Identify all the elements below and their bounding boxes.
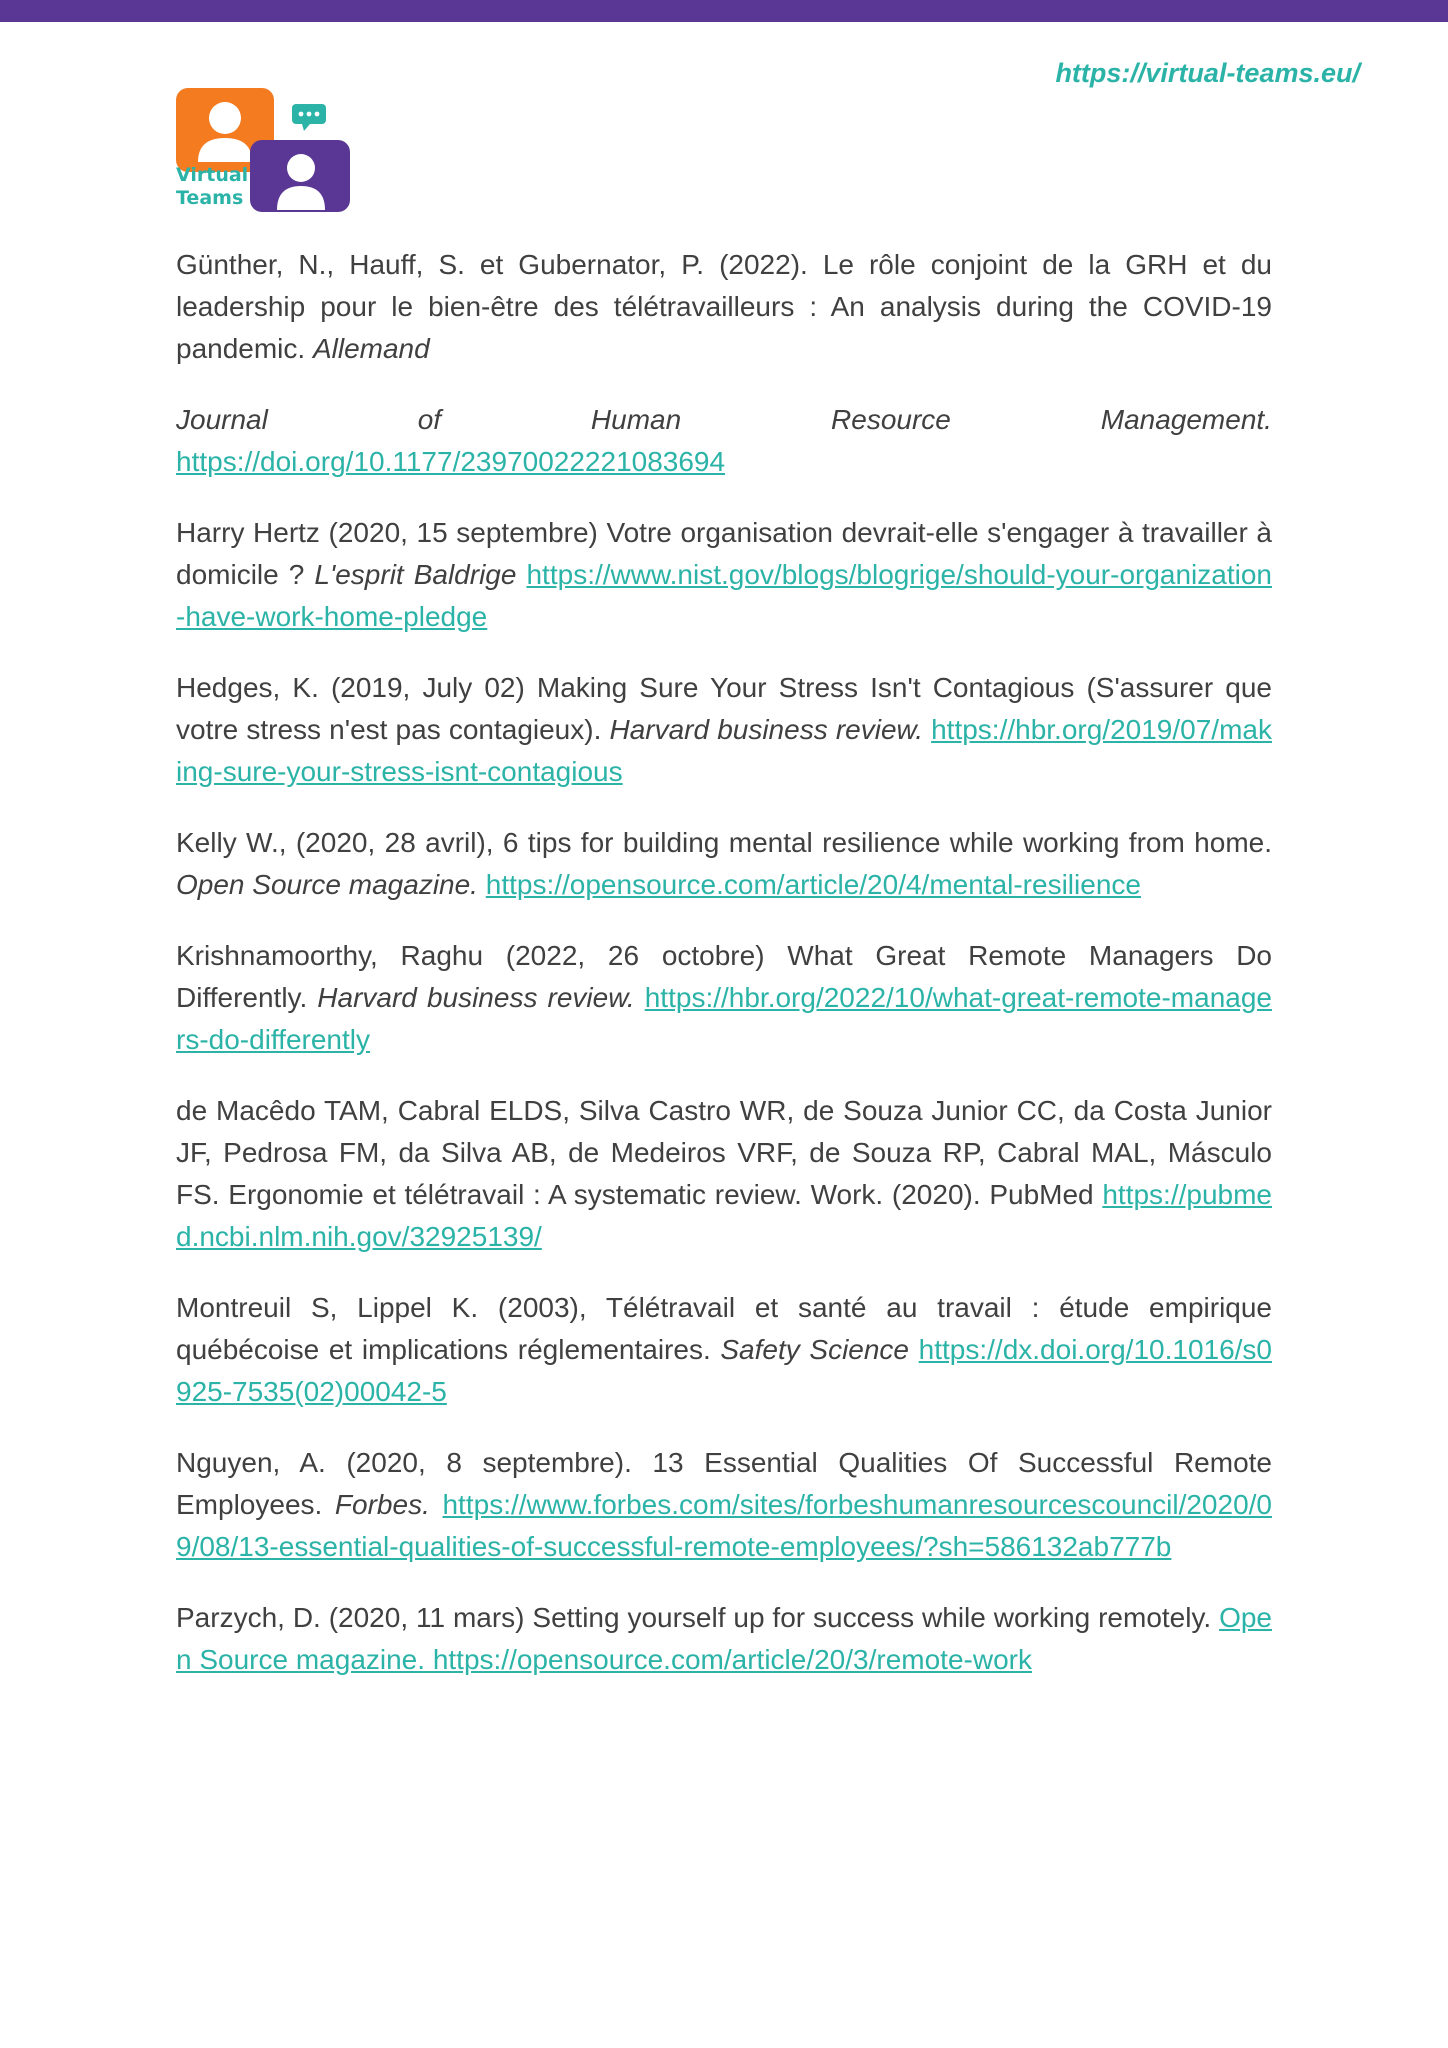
- reference-item: Kelly W., (2020, 28 avril), 6 tips for building mental resilience while working from home. Open Source magazine. https://opensource.com/article/20/4/mental-resilience: [176, 827, 1272, 900]
- reference-item: Hedges, K. (2019, July 02) Making Sure Your Stress Isn't Contagious (S'assurer que votre stress n'est pas contagieux). Harvard business review. https://hbr.org/2019/07/making-sure-your-stress-isnt-contagious: [176, 672, 1272, 787]
- reference-item: de Macêdo TAM, Cabral ELDS, Silva Castro WR, de Souza Junior CC, da Costa Junior JF, Pedrosa FM, da Silva AB, de Medeiros VRF, de Souza RP, Cabral MAL, Másculo FS. Ergonomie et télétravail : A systematic review. Work. (2020). PubMed https://pubmed.ncbi.nlm.nih.gov/32925139/: [176, 1095, 1272, 1252]
- svg-text:Teams: Teams: [176, 187, 244, 209]
- reference-link[interactable]: https://dx.doi.org/10.1016/s0925-7535(02)00042-5: [176, 1334, 1273, 1407]
- reference-link[interactable]: https://pubmed.ncbi.nlm.nih.gov/32925139/: [176, 1179, 1272, 1252]
- reference-item: Montreuil S, Lippel K. (2003), Télétravail et santé au travail : étude empirique québécoise et implications réglementaires. Safety Science https://dx.doi.org/10.1016/s0925-7535(02)00042-5: [176, 1292, 1273, 1407]
- reference-item: Harry Hertz (2020, 15 septembre) Votre organisation devrait-elle s'engager à travailler à domicile ? L'esprit Baldrige https://www.nist.gov/blogs/blogrige/should-your-organization-have-work-home-pledge: [176, 517, 1272, 632]
- reference-link[interactable]: https://www.forbes.com/sites/forbeshumanresourcescouncil/2020/09/08/13-essential-qualities-of-successful-remote-employees/?sh=586132ab777b: [176, 1489, 1272, 1562]
- reference-link[interactable]: https://hbr.org/2019/07/making-sure-your-stress-isnt-contagious: [176, 714, 1272, 787]
- reference-link[interactable]: https://doi.org/10.1177/23970022221083694: [176, 446, 726, 477]
- logo-graphic-icon: [176, 88, 352, 214]
- journal-title-line: Journal of Human Resource Management.: [176, 404, 1272, 435]
- site-url-link[interactable]: https://virtual-teams.eu/: [1055, 58, 1360, 88]
- reference-item: Nguyen, A. (2020, 8 septembre). 13 Essential Qualities Of Successful Remote Employees. Forbes. https://www.forbes.com/sites/forbeshumanresourcescouncil/2020/09/08/13-essential-qualities-of-successful-remote-employees/?sh=586132ab777b: [176, 1447, 1272, 1562]
- reference-item: Krishnamoorthy, Raghu (2022, 26 octobre) What Great Remote Managers Do Differently. Harvard business review. https://hbr.org/2022/10/what-great-remote-managers-do-differently: [176, 940, 1272, 1055]
- reference-link[interactable]: https://www.nist.gov/blogs/blogrige/should-your-organization-have-work-home-pledge: [176, 559, 1272, 632]
- reference-list: [176, 244, 1272, 1710]
- reference-item: [176, 399, 1272, 483]
- reference-item: Parzych, D. (2020, 11 mars) Setting yourself up for success while working remotely. Open Source magazine. https://opensource.com/article/20/3/remote-work: [176, 1602, 1272, 1675]
- reference-item: Günther, N., Hauff, S. et Gubernator, P. (2022). Le rôle conjoint de la GRH et du leadership pour le bien-être des télétravailleurs : An analysis during the COVID-19 pandemic. Allemand: [176, 249, 1272, 364]
- reference-link[interactable]: https://hbr.org/2022/10/what-great-remote-managers-do-differently: [176, 982, 1272, 1055]
- virtual-teams-logo: [176, 88, 352, 214]
- svg-text:Virtual: Virtual: [176, 164, 249, 186]
- top-color-bar: [0, 0, 1448, 22]
- reference-link[interactable]: https://opensource.com/article/20/4/mental-resilience: [485, 869, 1141, 900]
- reference-link[interactable]: Open Source magazine. https://opensource.com/article/20/3/remote-work: [176, 1602, 1272, 1675]
